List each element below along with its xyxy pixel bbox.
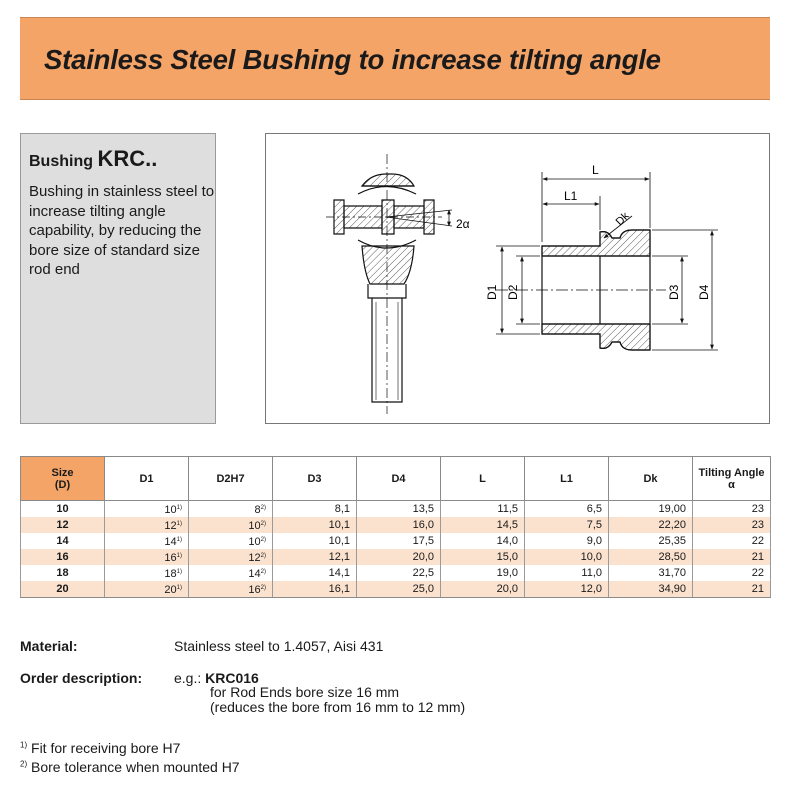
table-row: 10 10$^{1)}$ 8$^{2)}$ 8,1 13,5 11,5 6,5 19,00 23 [21, 501, 771, 518]
material-label: Material: [20, 638, 78, 654]
title-banner [20, 17, 770, 100]
page-title: Stainless Steel Bushing to increase tilting angle [44, 44, 661, 75]
product-title-code: KRC.. [97, 146, 158, 171]
col-header-d3: D3 [273, 457, 357, 501]
bushing-drawing [496, 230, 666, 350]
col-header-d1: D1 [105, 457, 189, 501]
col-header-tilt: Tilting Angle α [693, 457, 771, 501]
dim-label-D1: D1 [485, 284, 499, 300]
technical-drawing [265, 133, 770, 424]
product-description-box [20, 133, 216, 424]
dimensions-table [20, 456, 771, 598]
product-title [29, 146, 157, 172]
rod-end-drawing [326, 154, 452, 414]
col-header-l1: L1 [525, 457, 609, 501]
angle-label: 2α [456, 217, 470, 231]
col-header-dk: Dk [609, 457, 693, 501]
table-row: 14 14$^{1)}$ 10$^{2)}$ 10,1 17,5 14,0 9,0 25,35 22 [21, 533, 771, 549]
dim-label-L: L [592, 163, 599, 177]
col-header-d4: D4 [357, 457, 441, 501]
order-label: Order description: [20, 670, 143, 686]
footnote-1: $^{1)}$ Fit for receiving bore H7 [20, 740, 181, 756]
col-header-l: L [441, 457, 525, 501]
dim-label-Dk: Dk [613, 210, 632, 229]
dim-label-L1: L1 [564, 189, 578, 203]
table-row: 12 12$^{1)}$ 10$^{2)}$ 10,1 16,0 14,5 7,5 22,20 23 [21, 517, 771, 533]
footnote-2: $^{2)}$ Bore tolerance when mounted H7 [20, 759, 240, 775]
order-code: KRC016 [205, 670, 259, 686]
col-header-d2: D2H7 [189, 457, 273, 501]
dim-label-D4: D4 [697, 284, 711, 300]
order-details [210, 685, 465, 715]
product-title-prefix: Bushing [29, 153, 93, 170]
dimension-lines [496, 172, 718, 350]
product-description: Bushing in stainless steel to increase tilting angle capability, by reducing the bore size of standard size rod end [29, 183, 215, 278]
dim-label-D2: D2 [506, 284, 520, 300]
table-row: 16 16$^{1)}$ 12$^{2)}$ 12,1 20,0 15,0 10,0 28,50 21 [21, 549, 771, 565]
table-header-row [21, 457, 771, 501]
dim-label-D3: D3 [667, 284, 681, 300]
table-row: 20 20$^{1)}$ 16$^{2)}$ 16,1 25,0 20,0 12,0 34,90 21 [21, 581, 771, 598]
drawing-svg [266, 134, 771, 425]
col-header-size: Size (D) [21, 457, 105, 501]
order-line-2: (reduces the bore from 16 mm to 12 mm) [210, 699, 466, 715]
table-row: 18 18$^{1)}$ 14$^{2)}$ 14,1 22,5 19,0 11,0 31,70 22 [21, 565, 771, 581]
order-example: e.g.: KRC016 [174, 670, 259, 686]
order-line-1: for Rod Ends bore size 16 mm [210, 684, 400, 700]
material-value: Stainless steel to 1.4057, Aisi 431 [174, 638, 384, 654]
